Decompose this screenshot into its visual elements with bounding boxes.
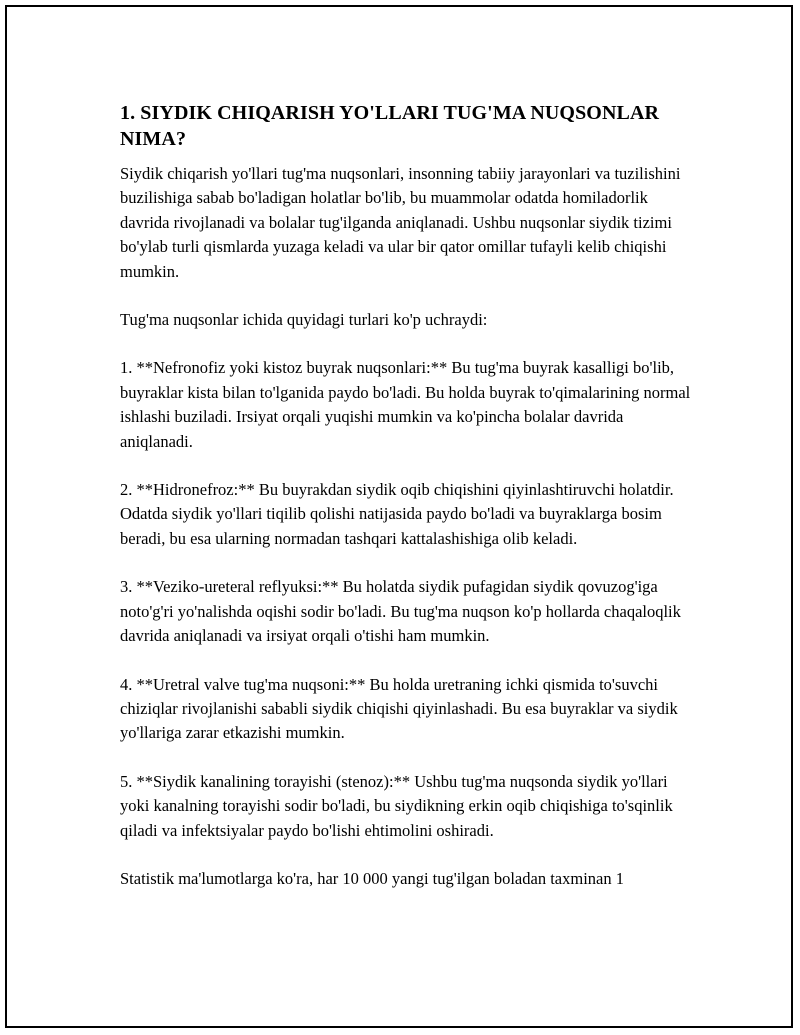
list-item-reflyuks: 3. **Veziko-ureteral reflyuksi:** Bu holatda siydik pufagidan siydik qovuzog'iga noto'g'ri yo'nalishda oqishi sodir bo'ladi. Bu tug'ma nuqson ko'p hollarda chaqaloqlik davrida aniqlanadi va irsiyat orqali o'tishi ham mumkin. [120, 577, 681, 646]
list-item-uretral-valve: 4. **Uretral valve tug'ma nuqsoni:** Bu holda uretraning ichki qismida to'suvchi chiziqlar rivojlanishi sababli siydik chiqishi qiyinlashadi. Bu esa buyraklar va siydik yo'llariga zarar etkazishi mumkin. [120, 674, 678, 743]
paragraph-types-lead: Tug'ma nuqsonlar ichida quyidagi turlari ko'p uchraydi: [120, 310, 488, 330]
paragraph-intro: Siydik chiqarish yo'llari tug'ma nuqsonlari, insonning tabiiy jarayonlari va tuzilishini buzilishiga sabab bo'ladigan holatlar bo'lib, bu muammolar odatda homiladorlik davrida rivojlanadi va bolalar tug'ilganda aniqlanadi. Ushbu nuqsonlar siydik tizimi bo'ylab turli qismlarda yuzaga keladi va ular bir qator omillar tufayli kelib chiqishi mumkin. [120, 164, 681, 281]
list-item-nefronofiz: 1. **Nefronofiz yoki kistoz buyrak nuqsonlari:** Bu tug'ma buyrak kasalligi bo'lib, buyraklar kista bilan to'lganida paydo bo'ladi. Bu holda buyrak to'qimalarining normal ishlashi buziladi. Irsiyat orqali yuqishi mumkin va ko'pincha bolalar davrida aniqlanadi. [120, 358, 691, 451]
document-page [5, 5, 793, 1028]
list-item-hidronefroz: 2. **Hidronefroz:** Bu buyrakdan siydik oqib chiqishini qiyinlashtiruvchi holatdir. Odatda siydik yo'llari tiqilib qolishi natijasida paydo bo'ladi va buyraklarga bosim beradi, bu esa ularning normadan tashqari kattalashishiga olib keladi. [120, 480, 674, 548]
paragraph-statistics: Statistik ma'lumotlarga ko'ra, har 10 000 yangi tug'ilgan boladan taxminan 1 [120, 868, 624, 888]
list-item-stenoz: 5. **Siydik kanalining torayishi (stenoz):** Ushbu tug'ma nuqsonda siydik yo'llari yoki kanalning torayishi sodir bo'ladi, bu siydikning erkin oqib chiqishiga to'sqinlik qiladi va infektsiyalar paydo bo'lishi ehtimolini oshiradi. [120, 771, 673, 840]
document-title: 1. SIYDIK CHIQARISH YO'LLARI TUG'MA NUQSONLAR NIMA? [120, 102, 660, 150]
document-content [120, 100, 700, 915]
